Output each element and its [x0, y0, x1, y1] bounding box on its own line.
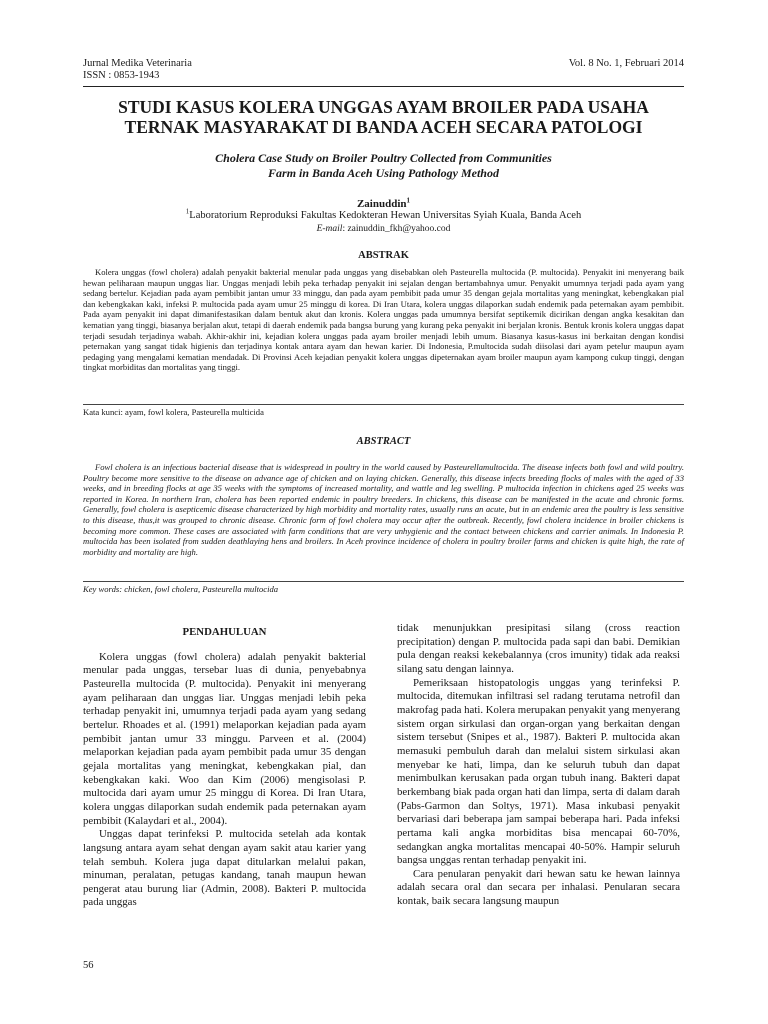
author: [83, 198, 684, 210]
abstrak-divider: [83, 404, 684, 405]
abstract-body: [83, 462, 684, 557]
journal-name: Jurnal Medika Veterinaria: [83, 58, 192, 69]
body-paragraph: Cara penularan penyakit dari hewan satu ke hewan lainnya adalah secara oral dan secara per inhalasi. Penularan secara kontak, baik secara langsung maupun: [397, 867, 680, 908]
affiliation-text: Laboratorium Reproduksi Fakultas Kedokteran Hewan Universitas Syiah Kuala, Banda Aceh: [189, 210, 582, 221]
abstrak-text: Kolera unggas (fowl cholera) adalah penyakit bakterial menular pada unggas yang disebabkan oleh Pasteurella multocida (P. multocida). Penyakit ini menyerang baik hewan peliharaan maupun unggas liar. Unggas menjadi lebih peka terhadap penyakit ini sejalan dengan bertambahnya umur. Penyakit umumnya terjadi pada ayam yang sedang bertelur. Kejadian pada ayam pembibit jantan umur 33 minggu, dan pada ayam pembibit pada umur 35 dengan gejala mortalitas yang meningkat, kebengkakan pial dan kebengkakan kaki, infeksi P. multocida pada ayam umur 25 minggu di korea. Di Iran Utara, kolera unggas dilaporkan sudah endemik pada peternakan ayam pembibit. Pada ayam penyakit ini dapat dimanifestasikan dalam bentuk akut dan kronis. Kolera unggas pada umumnya bersifat septikemik dicirikan dengan angka kesakitan dan kematian yang tinggi, biasanya berjalan akut, tetapi di daerah endemik pada bangsa burung yang kurang peka penyakit ini berjalan kronis. Bentuk kronis kolera unggas dapat terjadi sesudah terjadinya wabah. Akhir-akhir ini, kejadian kolera unggas pada ayam broiler menjadi lebih umum. Biasanya kasus-kasus ini berkaitan dengan kondisi peternakan yang sangat tidak higienis dan terjadinya kontak antara ayam dan hewan karier. Di Indonesia, P.multocida sudah diisolasi dari ayam petelur maupun ayam pedaging yang mengalami kematian mendadak. Di Provinsi Aceh kejadian penyakit kolera unggas dipeternakan ayam broiler maupun ayam kampong cukup tinggi, dengan tingkat morbiditas dan mortalitas yang tinggi.: [83, 267, 684, 373]
key-words: Key words: chicken, fowl cholera, Pasteurella multocida: [83, 584, 279, 594]
english-title: [83, 151, 684, 181]
body-paragraph: Kolera unggas (fowl cholera) adalah penyakit bakterial menular pada unggas, tersebar luas di dunia, penyebabnya Pasteurella multocida (P. multocida). Penyakit ini menyerang ayam peliharaan dan unggas liar. Unggas menjadi lebih peka terhadap penyakit ini, umumnya terjadi pada ayam yang sedang bertelur. Rhoades et al. (1991) melaporkan kejadian pada ayam pembibit jantan umur 33 minggu. Parveen et al. (2004) melaporkan kejadian pada ayam pembibit pada umur 35 dengan gejala mortalitas yang meningkat, kebengkakan pial, dan kebengkakan kaki. Woo dan Kim (2006) mengisolasi P. multocida dari ayam umur 25 minggu di Korea. Di Iran Utara, kolera unggas dilaporkan sudah endemik pada peternakan ayam pembibit (Kalaydari et al., 2004).: [83, 650, 366, 827]
section-heading-pendahuluan: PENDAHULUAN: [182, 626, 267, 638]
abstract-divider: [83, 581, 684, 582]
journal-issn: ISSN : 0853-1943: [83, 70, 160, 81]
author-superscript: 1: [406, 196, 411, 205]
english-title-line-2: Farm in Banda Aceh Using Pathology Method: [268, 166, 499, 180]
title-line-2: TERNAK MASYARAKAT DI BANDA ACEH SECARA PATOLOGI: [124, 117, 643, 137]
left-column: [83, 626, 366, 910]
affiliation: [83, 207, 684, 222]
author-email: [83, 224, 684, 234]
author-name: Zainuddin: [356, 198, 407, 210]
article-title: [83, 97, 684, 137]
body-paragraph: tidak menunjukkan presipitasi silang (cross reaction precipitation) dengan P. multocida pada sapi dan babi. Demikian pula dengan reaksi kekebalannya (cros imunity) tidak ada reaksi silang satu dengan lainnya.: [397, 622, 680, 675]
body-paragraph: Unggas dapat terinfeksi P. multocida setelah ada kontak langsung antara ayam sehat dengan ayam sakit atau karier yang telah sembuh. Kolera juga dapat ditularkan melalui pakan, minuman, peralatan, petugas kandang, tanah maupun hewan pengerat atau burung liar (Admin, 2008). Bakteri P. multocida pada unggas: [83, 828, 366, 909]
right-column: [397, 622, 680, 909]
journal-volume: Vol. 8 No. 1, Februari 2014: [568, 58, 684, 69]
affiliation-superscript: 1: [185, 207, 190, 216]
email-address: : zainuddin_fkh@yahoo.cod: [342, 224, 451, 234]
abstract-heading: ABSTRACT: [356, 436, 411, 447]
abstract-text: Fowl cholera is an infectious bacterial disease that is widespread in poultry in the world caused by Pasteurellamultocida. The disease infects both fowl and wild poultry. Poultry become more sensitive to the disease on advance age of chicken and on laying chicken. Generally, this disease infects breeding flocks of males with the aged of 33 weeks, and in breeding flocks at age 35 weeks with the symptoms of increased mortality, and wattle and leg swelling. P multocida infection in chickens aged 25 weeks was reported in Korea. In northern Iran, cholera has been reported endemic in poultry breeders. In chickens, this disease can be manifested in the acute and chronic forms. Generally, fowl cholera is asepticemic disease characterized by high morbidity and mortality rates, usually runs an acute, but in an endemic area the poultry is less sensitive to this disease, thus,it was grouped to chronic disease. Chronic form of fowl cholera may occur after the outbreak. Recently, fowl cholera incidence in broiler chickens is becoming more common. These cases are associated with farm conditions that are very unhygienic and the contact between chickens and carrier animals. In Indonesia P. multocida has been isolated from sudden deathlaying hens and broilers. In Aceh province incidence of cholera in poultry broiler farms and chicken is quite high, the rate of morbidity and mortality are high.: [83, 462, 684, 557]
kata-kunci: Kata kunci: ayam, fowl kolera, Pasteurella multicida: [83, 407, 264, 417]
body-paragraph: Pemeriksaan histopatologis unggas yang terinfeksi P. multocida, ditemukan infiltrasi sel radang terutama netrofil dan makrofag pada hati. Kolera merupakan penyakit yang menyerang sistem organ sirkulasi dan organ-organ yang berkaitan dengan sistem tersebut (Snipes et al., 1987). Bakteri P. multocida akan memasuki pembuluh darah dan melalui sistem sirkulasi akan menyebar ke hati, limpa, dan ke seluruh tubuh dan dapat menimbulkan kerusakan pada organ tubuh inang. Bakteri dapat berkembang biak pada organ hati dan limpa, serta di dalam darah (Pabs-Garmon dan Soltys, 1971). Masa inkubasi penyakit bervariasi dari beberapa jam sampai beberapa hari. Pada infeksi pertama kali angka morbiditas bisa mencapai 60-70%, sedangkan angka mortalitas mencapai 40-50%. Hampir seluruh bangsa unggas rentan terhadap penyakit ini.: [397, 676, 681, 867]
title-line-1: STUDI KASUS KOLERA UNGGAS AYAM BROILER PADA USAHA: [118, 97, 649, 117]
header-divider: [83, 86, 684, 87]
abstrak-body: [83, 267, 684, 373]
page-number: 56: [83, 960, 94, 971]
abstrak-heading: ABSTRAK: [358, 250, 409, 261]
journal-info: [83, 58, 192, 82]
english-title-line-1: Cholera Case Study on Broiler Poultry Collected from Communities: [215, 151, 552, 165]
email-label: E-mail: [316, 224, 343, 234]
